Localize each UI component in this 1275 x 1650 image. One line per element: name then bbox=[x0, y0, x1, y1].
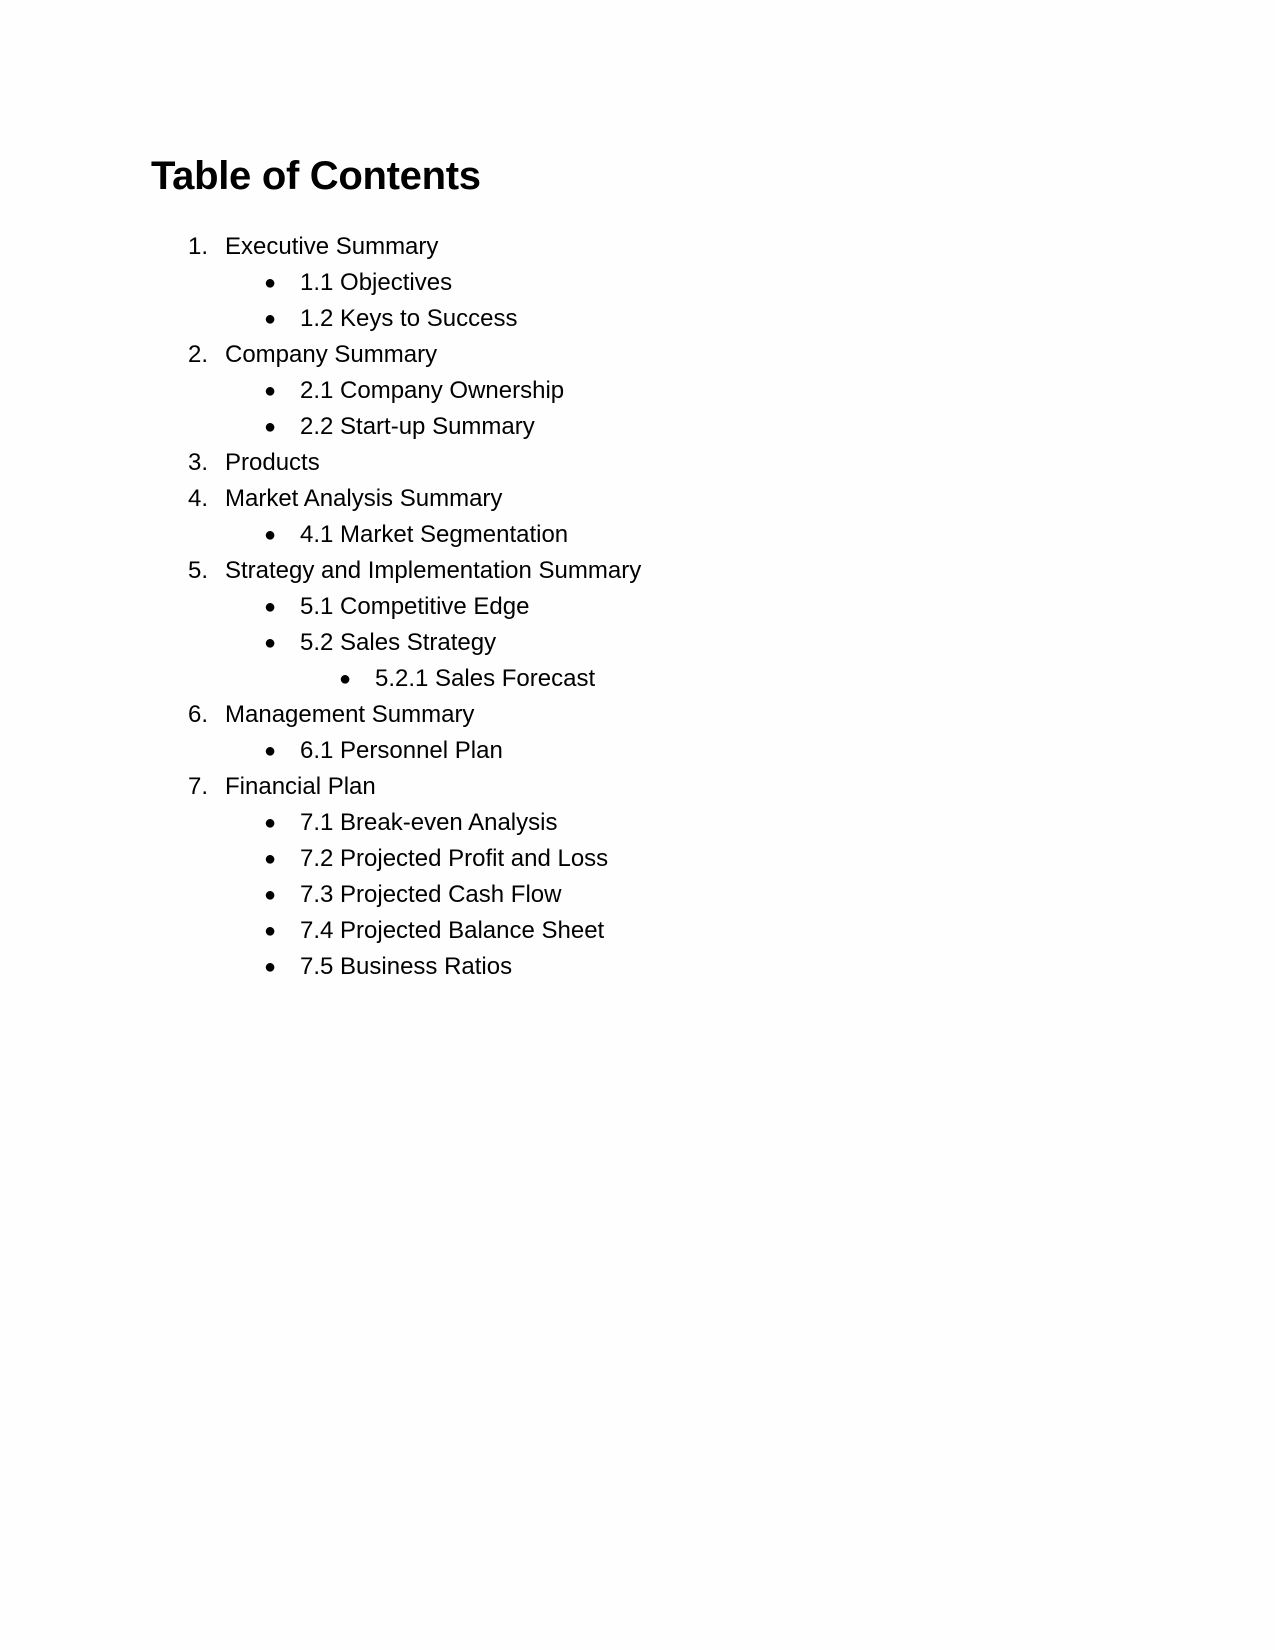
toc-entry-label: 5.1 Competitive Edge bbox=[300, 593, 530, 620]
toc-entry-label: 7.2 Projected Profit and Loss bbox=[300, 845, 609, 872]
page-title: Table of Contents bbox=[151, 154, 481, 198]
toc-entry-label: Management Summary bbox=[225, 701, 475, 728]
bullet-icon: ● bbox=[264, 956, 277, 978]
toc-number: 1. bbox=[188, 233, 209, 260]
bullet-icon: ● bbox=[264, 596, 277, 618]
bullet-icon: ● bbox=[264, 920, 277, 942]
bullet-icon: ● bbox=[264, 884, 277, 906]
bullet-icon: ● bbox=[264, 272, 277, 294]
toc-entry-label: 2.1 Company Ownership bbox=[300, 377, 565, 404]
toc-entry-label: 5.2.1 Sales Forecast bbox=[375, 665, 596, 692]
toc-entry-label: Products bbox=[225, 449, 320, 476]
bullet-icon: ● bbox=[264, 308, 277, 330]
toc-number: 3. bbox=[188, 449, 209, 476]
bullet-icon: ● bbox=[264, 524, 277, 546]
toc-number: 6. bbox=[188, 701, 209, 728]
toc-entry-label: 6.1 Personnel Plan bbox=[300, 737, 503, 764]
toc-entry-label: Financial Plan bbox=[225, 773, 376, 800]
toc-entry-label: Market Analysis Summary bbox=[225, 485, 503, 512]
toc-entry-label: 7.4 Projected Balance Sheet bbox=[300, 917, 605, 944]
bullet-icon: ● bbox=[264, 380, 277, 402]
toc-entry-label: 4.1 Market Segmentation bbox=[300, 521, 569, 548]
toc-entry-label: 1.1 Objectives bbox=[300, 269, 453, 296]
toc-number: 4. bbox=[188, 485, 209, 512]
toc-entry-label: 1.2 Keys to Success bbox=[300, 305, 518, 332]
bullet-icon: ● bbox=[264, 848, 277, 870]
bullet-icon: ● bbox=[264, 740, 277, 762]
bullet-icon: ● bbox=[339, 668, 352, 690]
toc-entry-label: 2.2 Start-up Summary bbox=[300, 413, 535, 440]
toc-entry-label: 7.1 Break-even Analysis bbox=[300, 809, 558, 836]
bullet-icon: ● bbox=[264, 416, 277, 438]
toc-number: 7. bbox=[188, 773, 209, 800]
toc-entry-label: Executive Summary bbox=[225, 233, 439, 260]
toc-entry-label: Company Summary bbox=[225, 341, 438, 368]
toc-entry-label: 5.2 Sales Strategy bbox=[300, 629, 497, 656]
toc-entry-label: Strategy and Implementation Summary bbox=[225, 557, 642, 584]
toc-number: 5. bbox=[188, 557, 209, 584]
bullet-icon: ● bbox=[264, 632, 277, 654]
toc-entry-label: 7.5 Business Ratios bbox=[300, 953, 513, 980]
toc-entry-label: 7.3 Projected Cash Flow bbox=[300, 881, 562, 908]
bullet-icon: ● bbox=[264, 812, 277, 834]
toc-number: 2. bbox=[188, 341, 209, 368]
